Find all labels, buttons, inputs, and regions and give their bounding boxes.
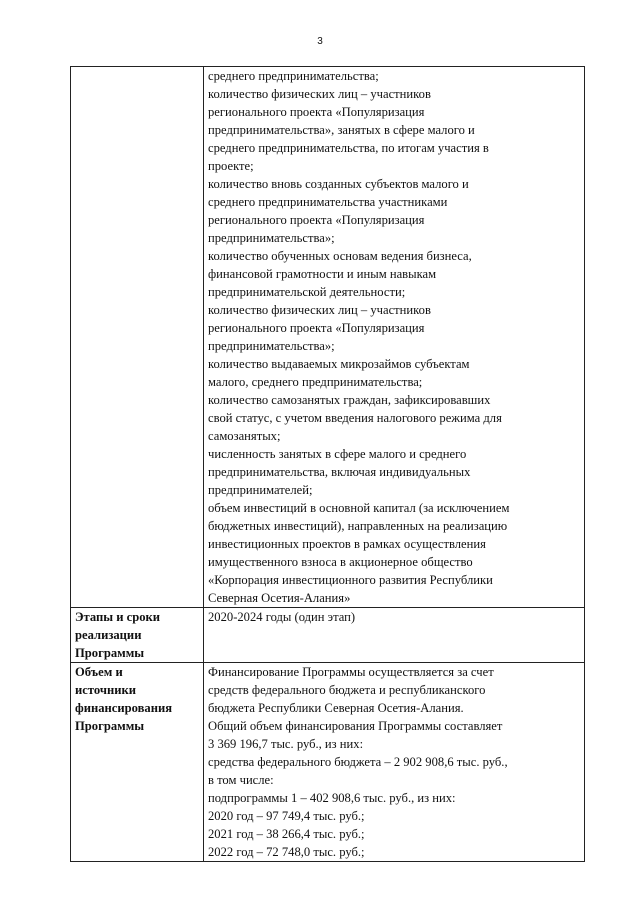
text-line: проекте; [208, 159, 254, 173]
stages-label [71, 608, 204, 663]
text-line: финансовой грамотности и иным навыкам [208, 267, 437, 281]
text-line: предпринимателей; [208, 483, 313, 497]
text-line: регионального проекта «Популяризация [208, 321, 425, 335]
label-line: Объем и [75, 665, 123, 679]
text-line: малого, среднего предпринимательства; [208, 375, 423, 389]
label-line: финансирования [75, 701, 173, 715]
text-line: Общий объем финансирования Программы составляет [208, 719, 503, 733]
text-line: средства федерального бюджета – 2 902 908,6 тыс. руб., [208, 755, 508, 769]
text-line: предпринимательства»; [208, 339, 335, 353]
text-line: количество обученных основам ведения бизнеса, [208, 249, 472, 263]
text-line: количество физических лиц – участников [208, 303, 431, 317]
text-line: численность занятых в сфере малого и среднего [208, 447, 467, 461]
text-line: инвестиционных проектов в рамках осуществления [208, 537, 486, 551]
text-line: регионального проекта «Популяризация [208, 105, 425, 119]
indicators-value [204, 67, 585, 608]
text-line: регионального проекта «Популяризация [208, 213, 425, 227]
text-line: 2020-2024 годы (один этап) [208, 610, 356, 624]
financing-value [204, 663, 585, 862]
text-line: количество физических лиц – участников [208, 87, 431, 101]
text-line: объем инвестиций в основной капитал (за исключением [208, 501, 510, 515]
label-line: источники [75, 683, 136, 697]
text-line: количество вновь созданных субъектов малого и [208, 177, 469, 191]
label-line: Программы [75, 646, 145, 660]
text-line: Финансирование Программы осуществляется за счет [208, 665, 494, 679]
label-line: Программы [75, 719, 145, 733]
text-line: предпринимательства», занятых в сфере малого и [208, 123, 475, 137]
text-line: предпринимательства, включая индивидуальных [208, 465, 471, 479]
text-line: количество самозанятых граждан, зафиксировавших [208, 393, 491, 407]
text-line: предпринимательства»; [208, 231, 335, 245]
text-line: среднего предпринимательства участниками [208, 195, 448, 209]
text-line: подпрограммы 1 – 402 908,6 тыс. руб., из них: [208, 791, 456, 805]
text-line: самозанятых; [208, 429, 281, 443]
text-line: среднего предпринимательства; [208, 69, 379, 83]
table-row-stages [71, 608, 585, 663]
text-line: в том числе: [208, 773, 274, 787]
text-line: количество выдаваемых микрозаймов субъектам [208, 357, 470, 371]
text-line: бюджетных инвестиций), направленных на реализацию [208, 519, 508, 533]
text-line: средств федерального бюджета и республиканского [208, 683, 486, 697]
text-line: 2020 год – 97 749,4 тыс. руб.; [208, 809, 365, 823]
text-line: 2022 год – 72 748,0 тыс. руб.; [208, 845, 365, 859]
table-row-financing [71, 663, 585, 862]
text-line: 3 369 196,7 тыс. руб., из них: [208, 737, 364, 751]
program-passport-table [70, 66, 585, 862]
text-line: Северная Осетия-Алания» [208, 591, 351, 605]
stages-value [204, 608, 585, 663]
label-line: реализации [75, 628, 142, 642]
text-line: среднего предпринимательства, по итогам участия в [208, 141, 489, 155]
text-line: свой статус, с учетом введения налогового режима для [208, 411, 502, 425]
text-line: «Корпорация инвестиционного развития Республики [208, 573, 493, 587]
table-row-indicators [71, 67, 585, 608]
label-line: Этапы и сроки [75, 610, 161, 624]
text-line: предпринимательской деятельности; [208, 285, 406, 299]
text-line: имущественного взноса в акционерное общество [208, 555, 473, 569]
row-label-empty [71, 67, 204, 608]
financing-label [71, 663, 204, 862]
text-line: бюджета Республики Северная Осетия-Алания. [208, 701, 464, 715]
text-line: 2021 год – 38 266,4 тыс. руб.; [208, 827, 365, 841]
page-number: 3 [317, 36, 323, 47]
